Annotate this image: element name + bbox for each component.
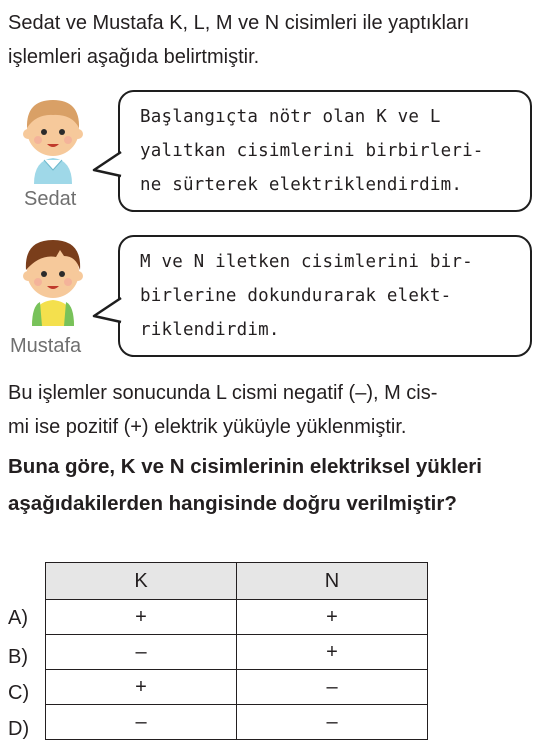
mustafa-bubble-tail (92, 296, 124, 326)
cell-n: + (237, 635, 428, 670)
option-a-label[interactable]: A) (8, 607, 28, 629)
table-header-row (46, 563, 428, 600)
option-d-label[interactable]: D) (8, 718, 30, 740)
option-b-label[interactable]: B) (8, 646, 28, 668)
sedat-speech-bubble (118, 90, 532, 212)
cell-k: – (46, 635, 237, 670)
cell-k: – (46, 705, 237, 740)
question-text: Buna göre, K ve N cisimlerinin elektriksel yükleri aşağıdakilerden hangisinde doğru verilmiştir? (8, 455, 482, 515)
cell-k: + (46, 600, 237, 635)
mustafa-avatar (20, 234, 86, 326)
sedat-avatar (20, 94, 86, 184)
cell-n: – (237, 670, 428, 705)
header-k: K (46, 563, 237, 600)
cell-k: + (46, 670, 237, 705)
mustafa-speech-text: M ve N iletken cisimlerini bir- birlerine dokundurarak elekt- riklendirdim. (140, 252, 473, 340)
table-row (46, 635, 428, 670)
mustafa-speech-bubble (118, 235, 532, 357)
sedat-bubble-tail (92, 150, 124, 180)
answer-table (45, 562, 428, 740)
table-row (46, 705, 428, 740)
cell-n: – (237, 705, 428, 740)
sedat-speech-text: Başlangıçta nötr olan K ve L yalıtkan cisimlerini birbirleri- ne sürterek elektriklendirdim. (140, 107, 484, 195)
table-row (46, 670, 428, 705)
option-c-label[interactable]: C) (8, 682, 30, 704)
sedat-name: Sedat (24, 188, 77, 210)
header-n: N (237, 563, 428, 600)
table-row (46, 600, 428, 635)
intro-text: Sedat ve Mustafa K, L, M ve N cisimleri ile yaptıkları işlemleri aşağıda belirtmiştir. (8, 12, 470, 68)
mustafa-name: Mustafa (10, 335, 82, 357)
result-text: Bu işlemler sonucunda L cismi negatif (–), M cis- mi ise pozitif (+) elektrik yüküyle yüklenmiştir. (8, 382, 438, 438)
cell-n: + (237, 600, 428, 635)
